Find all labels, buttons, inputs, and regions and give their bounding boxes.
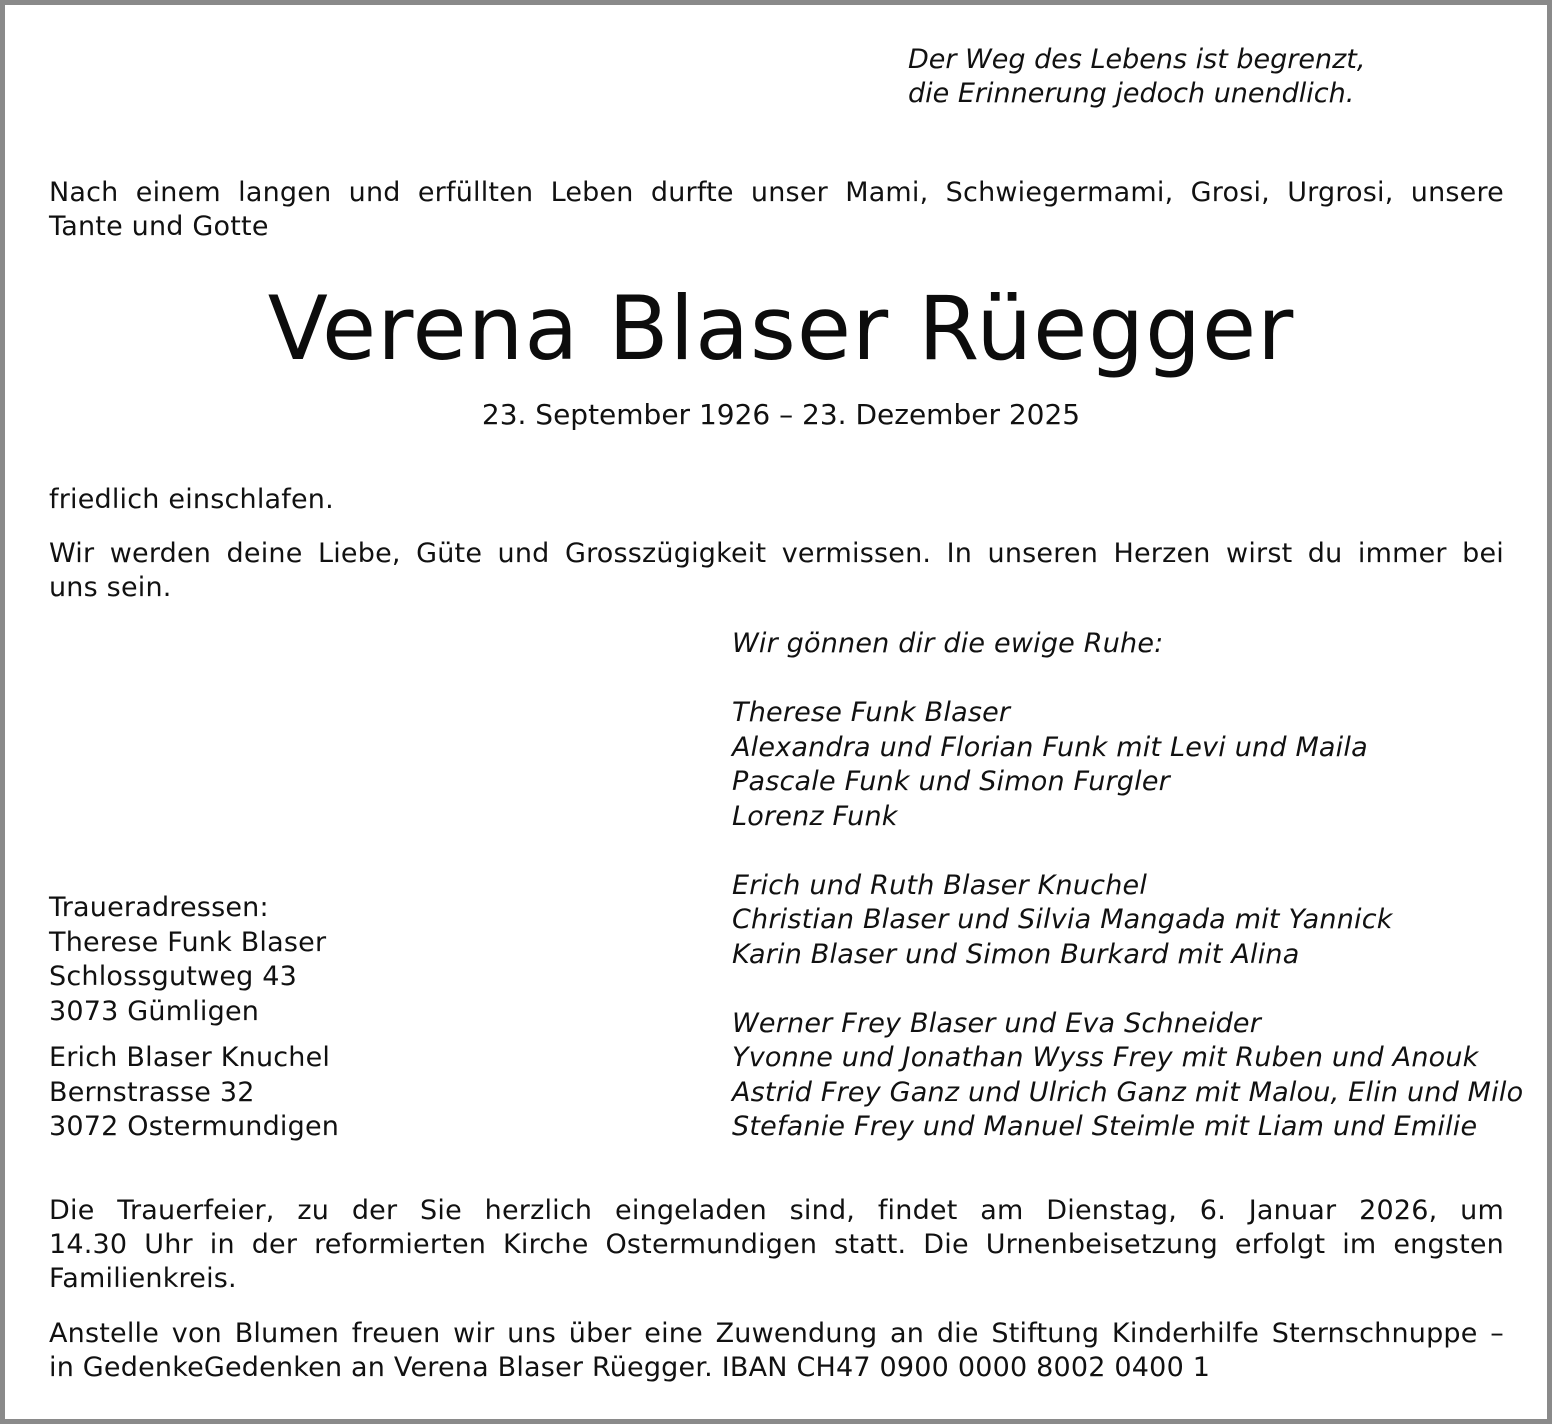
family-member: Stefanie Frey und Manuel Steimle mit Liam und Emilie [732,1111,1478,1142]
friedlich-line: friedlich einschlafen. [49,484,334,515]
family-member: Lorenz Funk [732,800,898,832]
family-group-1 [732,696,1523,834]
family-member: Yvonne und Jonathan Wyss Frey mit Ruben und Anouk [732,1042,1479,1073]
family-heading: Wir gönnen dir die ewige Ruhe: [732,628,1164,659]
intro-paragraph [49,176,1504,244]
donation-line-2: in GedenkeGedenken an Verena Blaser Rüegger. IBAN CH47 0900 0000 8002 0400 1 [49,1352,1211,1383]
quote-line-2: die Erinnerung jedoch unendlich. [908,78,1355,109]
quote-line-1: Der Weg des Lebens ist begrenzt, [908,44,1366,75]
family-list [732,627,1523,1145]
family-group-2 [732,869,1523,973]
intro-line-1: Nach einem langen und erfüllten Leben durfte unser Mami, Schwiegermami, Grosi, Urgrosi, unsere [49,177,1504,208]
family-member: Astrid Frey Ganz und Ulrich Ganz mit Malou, Elin und Milo [732,1076,1524,1108]
address-city: 3072 Ostermundigen [49,1111,340,1142]
life-dates: 23. September 1926 – 23. Dezember 2025 [481,398,1081,431]
funeral-line-2: 14.30 Uhr in der reformierten Kirche Ostermundigen statt. Die Urnenbeisetzung erfolgt im engsten [49,1229,1504,1260]
address-name: Erich Blaser Knuchel [49,1042,331,1073]
address-city: 3073 Gümligen [49,995,260,1027]
donation-line-1: Anstelle von Blumen freuen wir uns über eine Zuwendung an die Stiftung Kinderhilfe Sternschnuppe – [49,1318,1504,1349]
addresses-heading: Traueradressen: [49,892,269,923]
deceased-name: Verena Blaser Rüegger [267,277,1295,380]
address-street: Bernstrasse 32 [49,1076,255,1108]
family-member: Erich und Ruth Blaser Knuchel [732,869,1148,901]
quote [908,43,1365,111]
intro-line-2: Tante und Gotte [49,211,269,242]
family-group-3 [732,1007,1523,1145]
donation-paragraph [49,1317,1504,1385]
mourning-addresses [49,891,339,1145]
family-member: Werner Frey Blaser und Eva Schneider [732,1007,1262,1039]
family-member: Therese Funk Blaser [732,697,1011,728]
funeral-line-3: Familienkreis. [49,1263,237,1294]
family-member: Karin Blaser und Simon Burkard mit Alina [732,938,1300,970]
address-entry-1 [49,926,339,1030]
vermissen-line-2: uns sein. [49,572,172,603]
funeral-line-1: Die Trauerfeier, zu der Sie herzlich eingeladen sind, findet am Dienstag, 6. Januar 2026, um [49,1195,1504,1226]
family-member: Alexandra und Florian Funk mit Levi und Maila [732,731,1368,763]
vermissen-line-1: Wir werden deine Liebe, Güte und Grosszügigkeit vermissen. In unseren Herzen wirst du immer bei [49,538,1504,569]
family-member: Christian Blaser und Silvia Mangada mit Yannick [732,904,1393,935]
address-name: Therese Funk Blaser [49,926,327,958]
funeral-paragraph [49,1194,1504,1296]
vermissen-paragraph [49,537,1504,605]
address-street: Schlossgutweg 43 [49,961,298,992]
family-member: Pascale Funk und Simon Furgler [732,766,1170,797]
address-entry-2 [49,1041,339,1145]
